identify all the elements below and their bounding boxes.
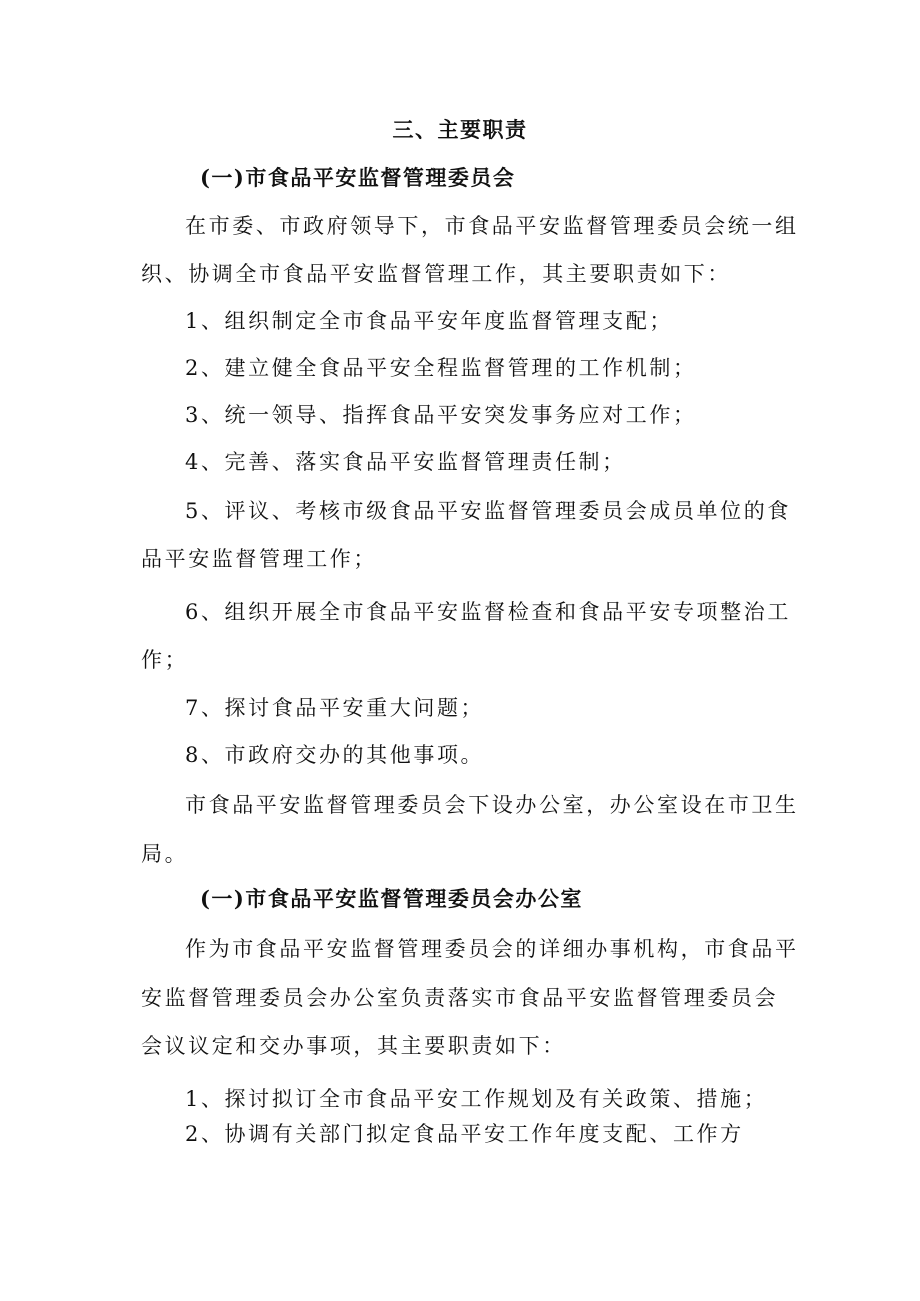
section1-item5-line1: 5、评议、考核市级食品平安监督管理委员会成员单位的食 [185, 499, 791, 523]
section1-intro-line2: 织、协调全市食品平安监督管理工作，其主要职责如下： [141, 262, 731, 286]
section1-item6-line2: 作； [141, 648, 189, 672]
section1-office-line2: 局。 [141, 842, 189, 866]
section1-item6-line1: 6、组织开展全市食品平安监督检查和食品平安专项整治工 [185, 600, 791, 624]
section1-heading: (一)市食品平安监督管理委员会 [200, 165, 516, 190]
section1-item5-line2: 品平安监督管理工作； [141, 547, 377, 571]
section1-office-line1: 市食品平安监督管理委员会下设办公室，办公室设在市卫生 [185, 793, 799, 817]
section2-intro-line3: 会议议定和交办事项，其主要职责如下： [141, 1034, 566, 1058]
section1-item1: 1、组织制定全市食品平安年度监督管理支配； [185, 309, 673, 333]
section1-item4: 4、完善、落实食品平安监督管理责任制； [185, 450, 626, 474]
section1-intro-line1: 在市委、市政府领导下，市食品平安监督管理委员会统一组 [185, 214, 799, 238]
section2-heading: (一)市食品平安监督管理委员会办公室 [200, 886, 583, 911]
section1-item8: 8、市政府交办的其他事项。 [185, 743, 485, 767]
section1-item3: 3、统一领导、指挥食品平安突发事务应对工作； [185, 403, 697, 427]
section2-item1: 1、探讨拟订全市食品平安工作规划及有关政策、措施； [185, 1087, 768, 1111]
section1-item7: 7、探讨食品平安重大问题； [185, 696, 485, 720]
document-title: 三、主要职责 [392, 117, 528, 142]
section1-item2: 2、建立健全食品平安全程监督管理的工作机制； [185, 356, 697, 380]
section2-intro-line2: 安监督管理委员会办公室负责落实市食品平安监督管理委员会 [141, 986, 779, 1010]
section2-intro-line1: 作为市食品平安监督管理委员会的详细办事机构，市食品平 [185, 937, 799, 961]
section2-item2: 2、协调有关部门拟定食品平安工作年度支配、工作方 [185, 1122, 744, 1146]
